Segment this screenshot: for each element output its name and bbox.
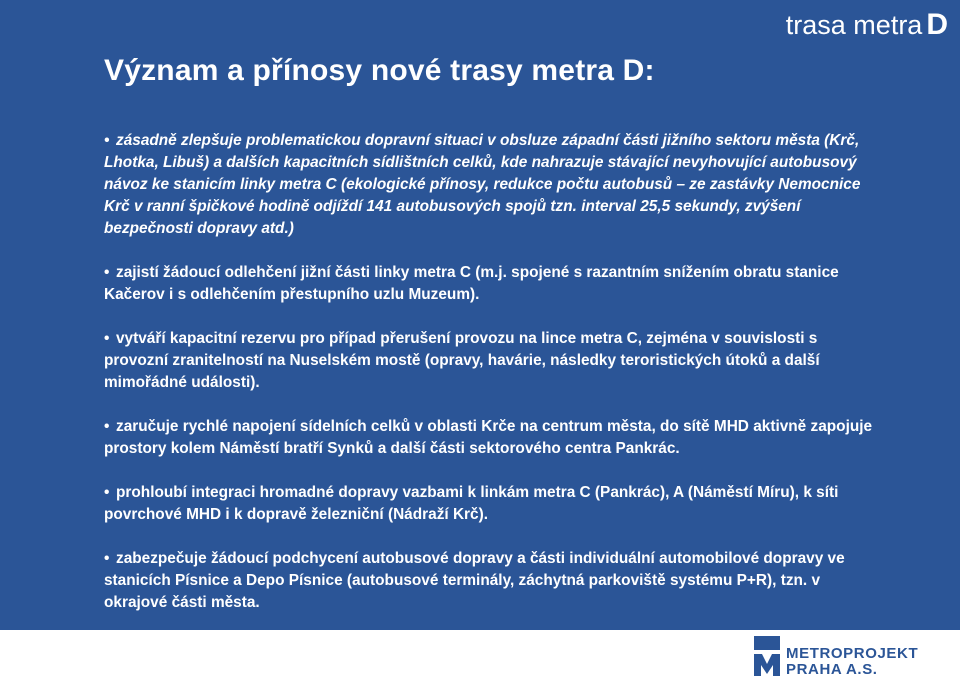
bullet-text: zásadně zlepšuje problematickou dopravní situaci v obsluze západní části jižního sektoru města (Krč, Lhotka, Libuš) a dalších kapacitních sídlištních celků, kde nahrazuje stávající nevyhovující autobusový návoz ke stanicím linky metra C (ekologické přínosy, redukce počtu autobusů – ze zastávky Nemocnice Krč v ranní špičkové hodině odjíždí 141 autobusových spojů tzn. interval 25,5 sekundy, zvýšení bezpečnosti dopravy atd.) bbox=[104, 132, 861, 237]
bullet-item bbox=[104, 262, 884, 306]
logo-line-1: METROPROJEKT bbox=[786, 645, 919, 662]
bullet-text: prohloubí integraci hromadné dopravy vazbami k linkám metra C (Pankrác), A (Náměstí Míru), k síti povrchové MHD i k dopravě železniční (Nádraží Krč). bbox=[104, 484, 839, 523]
bullet-marker: • bbox=[104, 132, 110, 149]
brand-letter: D bbox=[926, 8, 948, 41]
bullet-marker: • bbox=[104, 550, 110, 567]
bullet-item bbox=[104, 328, 884, 394]
bullet-item bbox=[104, 548, 884, 614]
brand-header bbox=[786, 8, 948, 42]
bullet-list bbox=[104, 130, 884, 636]
bullet-text: zabezpečuje žádoucí podchycení autobusové dopravy a části individuální automobilové dopravy ve stanicích Písnice a Depo Písnice (autobusové terminály, záchytná parkoviště systému P+R), tzn. v okrajové části města. bbox=[104, 550, 845, 611]
bullet-marker: • bbox=[104, 418, 110, 435]
brand-text: trasa metra bbox=[785, 10, 923, 40]
bullet-item bbox=[104, 482, 884, 526]
bullet-marker: • bbox=[104, 484, 110, 501]
logo-wordmark bbox=[786, 646, 918, 678]
bullet-text: zaručuje rychlé napojení sídelních celků v oblasti Krče na centrum města, do sítě MHD aktivně zapojuje prostory kolem Náměstí bratří Synků a další části sektorového centra Pankrác. bbox=[104, 418, 873, 457]
bullet-marker: • bbox=[104, 264, 110, 281]
bullet-text: zajistí žádoucí odlehčení jižní části linky metra C (m.j. spojené s razantním snížením obratu stanice Kačerov i s odlehčením přestupního uzlu Muzeum). bbox=[104, 264, 839, 303]
logo-line-2: PRAHA A.S. bbox=[786, 661, 878, 678]
metroprojekt-logo-icon bbox=[752, 634, 782, 678]
metroprojekt-logo bbox=[752, 632, 952, 680]
page-title: Význam a přínosy nové trasy metra D: bbox=[104, 54, 655, 87]
bullet-item bbox=[104, 416, 884, 460]
bullet-marker: • bbox=[104, 330, 110, 347]
bullet-text: vytváří kapacitní rezervu pro případ přerušení provozu na lince metra C, zejména v souvislosti s provozní zranitelností na Nuselském mostě (opravy, havárie, následky teroristických útoků a další mimořádné události). bbox=[104, 330, 820, 391]
bullet-item bbox=[104, 130, 884, 240]
